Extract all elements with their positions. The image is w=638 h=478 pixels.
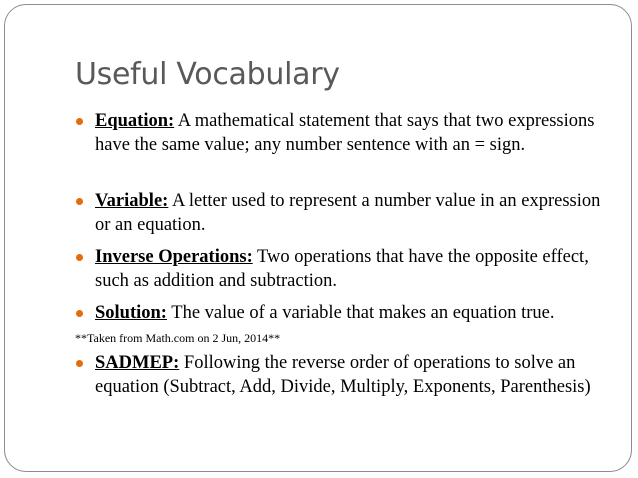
vocab-term: Variable: [95,191,169,211]
vocab-item-solution [95,301,615,325]
vocab-item-equation [95,109,615,157]
vocab-item-inverse-operations [95,245,615,293]
vocab-definition: The value of a variable that makes an equation true. [171,303,555,323]
vocab-definition: A mathematical statement that says that two expressions have the same value; any number sentence with an = sign. [95,111,595,155]
vocab-item-variable [95,189,615,237]
bullet-icon [76,118,83,125]
bullet-icon [76,198,83,205]
bullet-icon [76,310,83,317]
vocab-term: Equation: [95,111,175,131]
vocab-term: Inverse Operations: [95,247,253,267]
slide-title: Useful Vocabulary [75,57,340,92]
vocab-term: Solution: [95,303,167,323]
source-note: **Taken from Math.com on 2 Jun, 2014** [75,331,281,345]
vocab-definition: Two operations that have the opposite effect, such as addition and subtraction. [95,247,589,291]
vocab-term: SADMEP: [95,353,180,373]
bullet-icon [76,254,83,261]
slide [4,4,632,472]
bullet-icon [76,360,83,367]
vocab-definition: A letter used to represent a number value in an expression or an equation. [95,191,601,235]
vocab-definition: Following the reverse order of operations to solve an equation (Subtract, Add, Divide, Multiply, Exponents, Parenthesis) [95,353,591,397]
vocab-item-sadmep [95,351,615,399]
